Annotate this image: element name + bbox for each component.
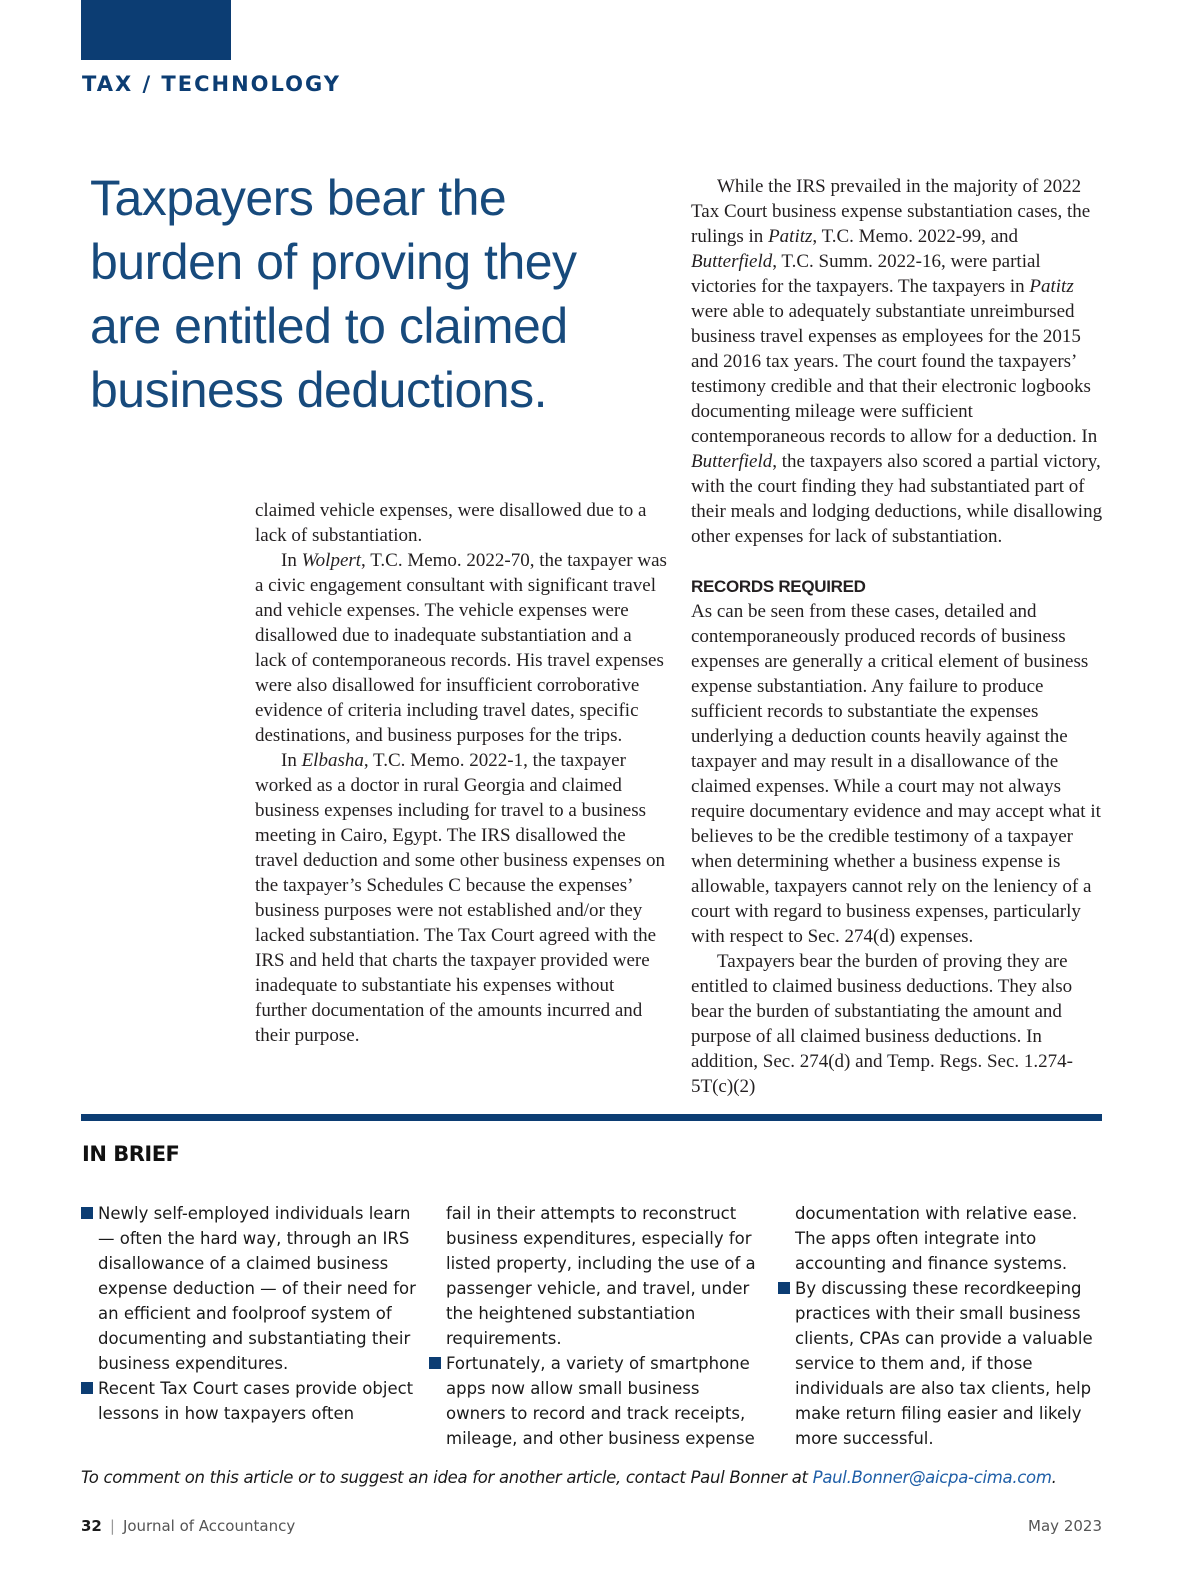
case-name: Wolpert (301, 550, 362, 571)
paragraph: While the IRS prevailed in the majority of 2022 Tax Court business expense substantiation cases, the rulings in Patitz, T.C. Memo. 2022-99, and Butterfield, T.C. Summ. 2022-16, were partial victories for the taxpayers. The taxpayers in Patitz were able to adequately substantiate unreimbursed business travel expenses as employees for the 2015 and 2016 tax years. The court found the taxpayers’ testimony credible and that their electronic logbooks documenting mileage were sufficient contemporaneous records to allow for a deduction. In Butterfield, the taxpayers also scored a partial victory, with the court finding they had substantiated part of their meals and lodging deductions, while disallowing other expenses for lack of substantiation. (691, 176, 1103, 547)
footer-left (81, 1517, 295, 1535)
subheading: RECORDS REQUIRED (691, 577, 866, 596)
publication-name: Journal of Accountancy (122, 1517, 296, 1535)
list-item: Newly self-employed individuals learn — often the hard way, through an IRS disallowance of a claimed business expense deduction — of their need for an efficient and foolproof system of documenting and substantiating their business expenditures. (81, 1201, 416, 1376)
case-name: Butterfield (691, 451, 773, 472)
email-link[interactable]: Paul.Bonner@aicpa-cima.com (812, 1468, 1052, 1487)
square-bullet-icon (778, 1282, 790, 1294)
comment-note: To comment on this article or to suggest an idea for another article, contact Paul Bonner at Paul.Bonner@aicpa-cima.com. (81, 1468, 1057, 1487)
case-name: Elbasha (301, 750, 364, 771)
header-accent-bar (81, 0, 231, 60)
section-label: TAX / TECHNOLOGY (82, 72, 341, 96)
section-divider (81, 1114, 1102, 1121)
footer-separator: | (109, 1517, 115, 1535)
in-brief-column-3 (778, 1201, 1113, 1451)
paragraph: As can be seen from these cases, detailed and contemporaneously produced records of business expenses are generally a critical element of business expense substantiation. Any failure to produce sufficient records to substantiate the expenses underlying a deduction counts heavily against the taxpayer and may result in a disallowance of the claimed expenses. While a court may not always require documentary evidence and may accept what it believes to be the credible testimony of a taxpayer when determining whether a business expense is allowable, taxpayers cannot rely on the leniency of a court with regard to business expenses, particularly with respect to Sec. 274(d) expenses. (691, 601, 1101, 947)
case-name: Patitz (768, 226, 813, 247)
paragraph: claimed vehicle expenses, were disallowed due to a lack of substantiation. (255, 500, 647, 546)
square-bullet-icon (81, 1382, 93, 1394)
in-brief-column-2 (429, 1201, 764, 1451)
list-item: By discussing these recordkeeping practices with their small business clients, CPAs can provide a valuable service to them and, if those individuals are also tax clients, help make return filing easier and likely more successful. (778, 1276, 1113, 1451)
pull-quote: Taxpayers bear the burden of proving they are entitled to claimed business deductions. (90, 170, 577, 418)
page-number: 32 (81, 1517, 102, 1535)
paragraph: Taxpayers bear the burden of proving they are entitled to claimed business deductions. They also bear the burden of substantiating the amount and purpose of all claimed business deductions. In addition, Sec. 274(d) and Temp. Regs. Sec. 1.274-5T(c)(2) (691, 951, 1073, 1097)
article-column-right (691, 174, 1105, 1099)
square-bullet-icon (81, 1207, 93, 1219)
paragraph: In Wolpert, T.C. Memo. 2022-70, the taxpayer was a civic engagement consultant with significant travel and vehicle expenses. The vehicle expenses were disallowed due to inadequate substantiation and a lack of contemporaneous records. His travel expenses were also disallowed for insufficient corroborative evidence of criteria including travel dates, specific destinations, and business purposes for the trips. (255, 550, 667, 746)
list-item: Fortunately, a variety of smartphone apps now allow small business owners to record and track receipts, mileage, and other business expense (429, 1351, 764, 1451)
list-item: Recent Tax Court cases provide object lessons in how taxpayers often (81, 1376, 416, 1426)
square-bullet-icon (429, 1357, 441, 1369)
footer-date: May 2023 (1028, 1517, 1102, 1535)
in-brief-title: IN BRIEF (82, 1142, 180, 1166)
in-brief-column-1 (81, 1201, 416, 1426)
case-name: Butterfield (691, 251, 773, 272)
list-item-continued: documentation with relative ease. The apps often integrate into accounting and finance systems. (795, 1204, 1078, 1273)
article-column-middle (255, 498, 667, 1048)
case-name: Patitz (1029, 276, 1074, 297)
paragraph: In Elbasha, T.C. Memo. 2022-1, the taxpayer worked as a doctor in rural Georgia and claimed business expenses including for travel to a business meeting in Cairo, Egypt. The IRS disallowed the travel deduction and some other business expenses on the taxpayer’s Schedules C because the expenses’ business purposes were not established and/or they lacked substantiation. The Tax Court agreed with the IRS and held that charts the taxpayer provided were inadequate to substantiate his expenses without further documentation of the amounts incurred and their purpose. (255, 750, 665, 1046)
list-item-continued: fail in their attempts to reconstruct business expenditures, especially for listed property, including the use of a passenger vehicle, and travel, under the heightened substantiation requirements. (446, 1204, 756, 1348)
